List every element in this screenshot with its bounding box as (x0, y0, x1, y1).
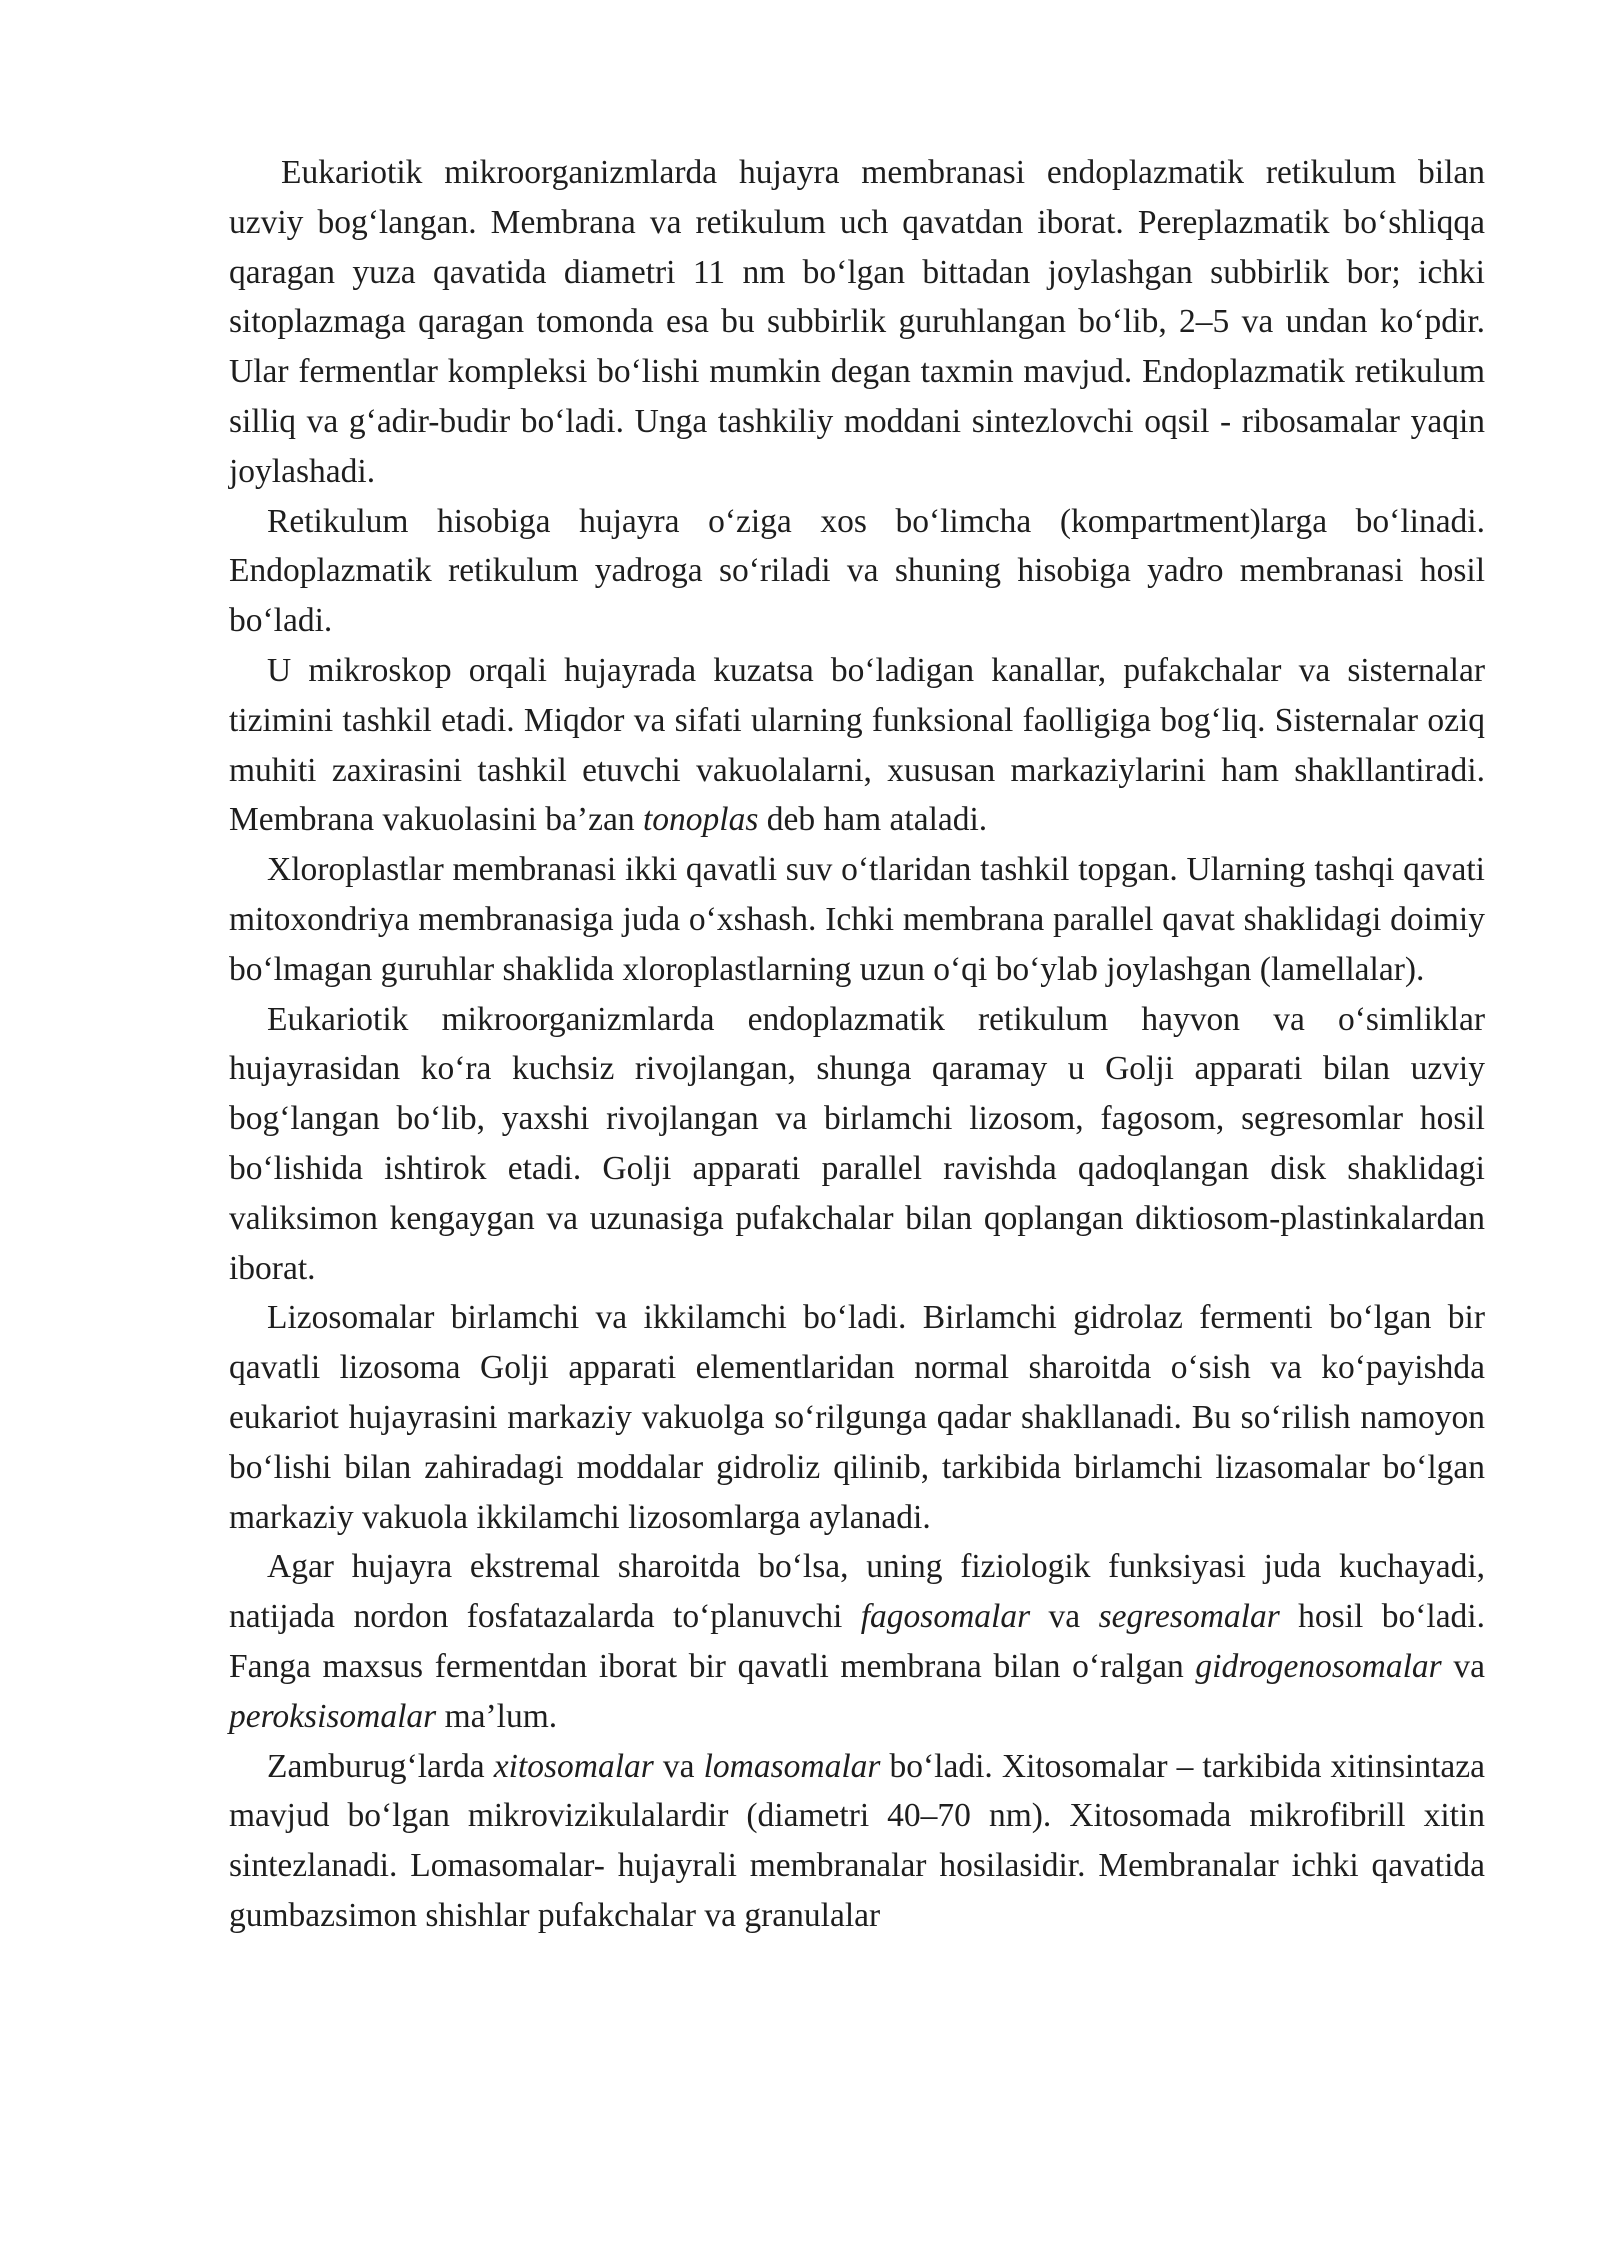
term-segresomalar: segresomalar (1098, 1598, 1280, 1636)
paragraph-extreme-conditions (229, 1542, 1485, 1741)
paragraph-text: Eukariotik mikroorganizmlarda endoplazmatik retikulum hayvon va o‘simliklar hujayrasidan ko‘ra kuchsiz rivojlangan, shunga qaramay u Golji apparati bilan uzviy bog‘langan bo‘lib, yaxshi rivojlangan va birlamchi lizosom, fagosom, segresomlar hosil bo‘lishida ishtirok etadi. Golji apparati parallel ravishda qadoqlangan disk shaklidagi valiksimon kengaygan va uzunasiga pufakchalar bilan qoplangan diktiosom-plastinkalardan iborat. (229, 1000, 1485, 1287)
paragraph-golgi (229, 995, 1485, 1294)
paragraph-text: va (653, 1747, 704, 1785)
paragraph-text: Eukariotik mikroorganizmlarda hujayra membranasi endoplazmatik retikulum bilan uzviy bog‘langan. Membrana va retikulum uch qavatdan iborat. Pereplazmatik bo‘shliqqa qaragan yuza qavatida diametri 11 nm bo‘lgan bittadan joylashgan subbirlik bor; ichki sitoplazmaga qaragan tomonda esa bu subbirlik guruhlangan bo‘lib, 2–5 va undan ko‘pdir. Ular fermentlar kompleksi bo‘lishi mumkin degan taxmin mavjud. Endoplazmatik retikulum silliq va g‘adir-budir bo‘ladi. Unga tashkiliy moddani sintezlovchi oqsil - ribosamalar yaqin joylashadi. (229, 154, 1485, 490)
document-page (229, 148, 1485, 1941)
paragraph-fungi (229, 1742, 1485, 1941)
paragraph-text: va (1030, 1598, 1099, 1636)
paragraph-chloroplasts (229, 845, 1485, 994)
term-xitosomalar: xitosomalar (493, 1747, 654, 1785)
term-peroksisomalar: peroksisomalar (229, 1697, 437, 1735)
term-gidrogenosomalar: gidrogenosomalar (1195, 1647, 1442, 1685)
paragraph-text: Lizosomalar birlamchi va ikkilamchi bo‘ladi. Birlamchi gidrolaz fermenti bo‘lgan bir qavatli lizosoma Golji apparati elementlaridan normal sharoitda o‘sish va ko‘payishda eukariot hujayrasini markaziy vakuolga so‘rilgunga qadar shakllanadi. Bu so‘rilish namoyon bo‘lishi bilan zahiradagi moddalar gidroliz qilinib, tarkibida birlamchi lizasomalar bo‘lgan markaziy vakuola ikkilamchi lizosomlarga aylanadi. (229, 1299, 1485, 1536)
paragraph-text: bo‘ladi. Xitosomalar – tarkibida xitinsintaza mavjud bo‘lgan mikrovizikulalardir (diametri 40–70 nm). Xitosomada mikrofibrill xitin sintezlanadi. Lomasomalar- hujayrali membranalar hosilasidir. Membranalar ichki qavatida gumbazsimon shishlar pufakchalar va granulalar (229, 1747, 1485, 1934)
paragraph-text: Zamburug‘larda (267, 1747, 494, 1785)
paragraph-text: Retikulum hisobiga hujayra o‘ziga xos bo‘limcha (kompartment)larga bo‘linadi. Endoplazmatik retikulum yadroga so‘riladi va shuning hisobiga yadro membranasi hosil bo‘ladi. (229, 502, 1485, 640)
paragraph-text: ma’lum. (436, 1697, 558, 1735)
paragraph-text: U mikroskop orqali hujayrada kuzatsa bo‘ladigan kanallar, pufakchalar va sisternalar tizimini tashkil etadi. Miqdor va sifati ularning funksional faolligiga bog‘liq. Sisternalar oziq muhiti zaxirasini tashkil etuvchi vakuolalarni, xususan markaziylarini ham shakllantiradi. Membrana vakuolasini ba’zan (229, 651, 1485, 839)
paragraph-text: Agar hujayra ekstremal sharoitda bo‘lsa, uning fiziologik funksiyasi juda kuchayadi, natijada nordon fosfatazalarda to‘planuvchi (229, 1548, 1485, 1636)
paragraph-text: hosil bo‘ladi. Fanga maxsus fermentdan iborat bir qavatli membrana bilan o‘ralgan (229, 1598, 1485, 1685)
paragraph-text: va (1441, 1647, 1485, 1685)
term-fagosomalar: fagosomalar (860, 1598, 1031, 1636)
term-tonoplas: tonoplas (642, 801, 759, 839)
paragraph-text: deb ham ataladi. (758, 801, 988, 839)
paragraph-channels-vacuoles (229, 646, 1485, 845)
paragraph-compartments (229, 497, 1485, 646)
paragraph-membrane-reticulum (229, 148, 1485, 497)
paragraph-text: Xloroplastlar membranasi ikki qavatli suv o‘tlaridan tashkil topgan. Ularning tashqi qavati mitoxondriya membranasiga juda o‘xshash. Ichki membrana parallel qavat shaklidagi doimiy bo‘lmagan guruhlar shaklida xloroplastlarning uzun o‘qi bo‘ylab joylashgan (lamellalar). (229, 851, 1485, 988)
term-lomasomalar: lomasomalar (703, 1747, 881, 1785)
paragraph-lysosomes (229, 1293, 1485, 1542)
